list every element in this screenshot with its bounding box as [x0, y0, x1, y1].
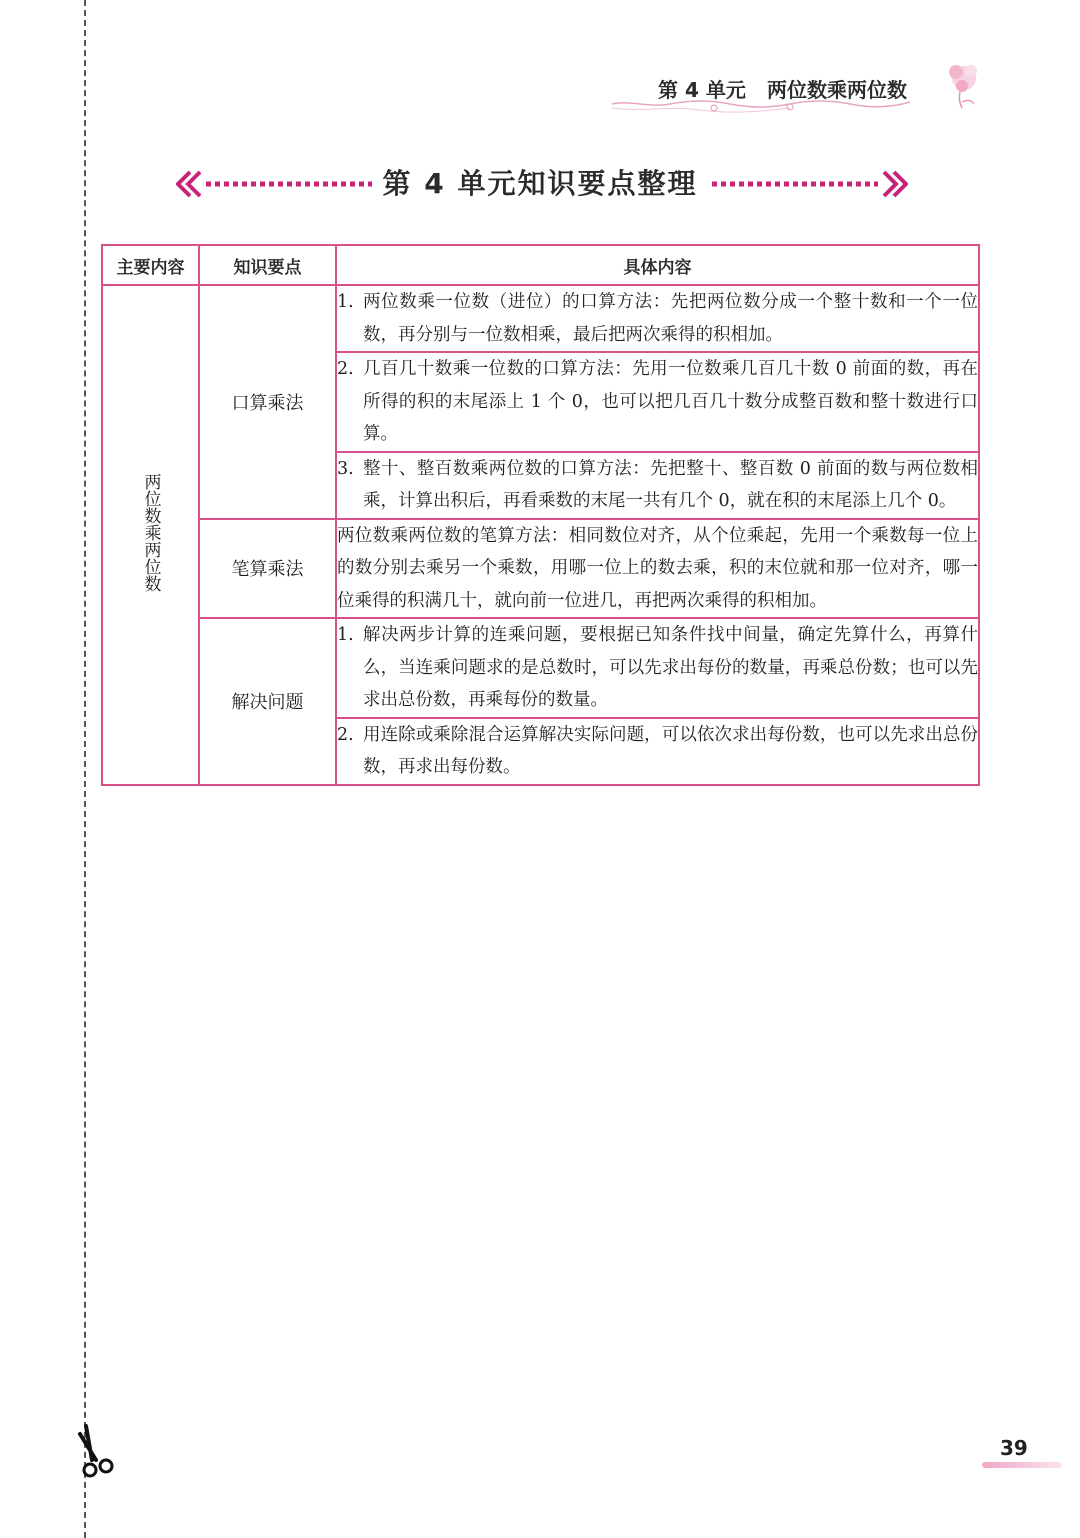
- content-item: [336, 718, 979, 785]
- flower-icon: [940, 62, 984, 112]
- item-text: 两位数乘一位数（进位）的口算方法：先把两位数分成一个整十数和一个一位数，再分别与一位数相乘，最后把两次乘得的积相加。: [363, 292, 978, 345]
- section-title: 第 4 单元知识要点整理: [382, 167, 698, 200]
- item-text: 解决两步计算的连乘问题，要根据已知条件找中间量，确定先算什么，再算什么，当连乘问题求的是总数时，可以先求出每份的数量，再乘总份数；也可以先求出总份数，再乘每份的数量。: [363, 625, 978, 710]
- header-unit: 第 4 单元: [658, 78, 746, 102]
- page-header: [640, 70, 1000, 120]
- scissors-icon: [76, 1424, 120, 1484]
- point-written-multiplication: 笔算乘法: [199, 519, 336, 619]
- cut-line: [84, 0, 86, 1538]
- item-number: 1.: [337, 625, 354, 645]
- page-number: 39: [1000, 1436, 1028, 1460]
- content-item: [336, 618, 979, 718]
- item-text: 整十、整百数乘两位数的口算方法：先把整十、整百数 0 前面的数与两位数相乘，计算出积后，再看乘数的末尾一共有几个 0，就在积的末尾添上几个 0。: [363, 458, 978, 511]
- item-text: 用连除或乘除混合运算解决实际问题，可以依次求出每份数，也可以先求出总份数，再求出每份数。: [363, 724, 978, 777]
- item-text: 几百几十数乘一位数的口算方法：先用一位数乘几百几十数 0 前面的数，再在所得的积的末尾添上 1 个 0，也可以把几百几十数分成整百数和整十数进行口算。: [363, 359, 978, 444]
- header-main-content: 主要内容: [102, 245, 199, 285]
- table-row: [102, 285, 979, 352]
- right-arrows-icon: [708, 170, 908, 198]
- content-item: [336, 452, 979, 519]
- item-text: 两位数乘两位数的笔算方法：相同数位对齐，从个位乘起，先用一个乘数每一位上的数分别去乘另一个乘数，用哪一位上的数去乘，积的末位就和那一位对齐，哪一位乘得的积满几十，就向前一位进几，再把两次乘得的积相加。: [337, 525, 978, 611]
- knowledge-table: [101, 244, 980, 786]
- header-knowledge-point: 知识要点: [199, 245, 336, 285]
- point-oral-multiplication: 口算乘法: [199, 285, 336, 519]
- item-number: 3.: [337, 458, 354, 479]
- section-title-row: [172, 160, 908, 208]
- content-item: [336, 285, 979, 352]
- item-number: 2.: [337, 724, 354, 745]
- left-arrows-icon: [176, 170, 376, 198]
- table-header-row: [102, 245, 979, 285]
- page-number-bar: [982, 1462, 1062, 1468]
- header-wave-decoration: [610, 94, 940, 116]
- main-topic-cell: [102, 285, 199, 785]
- table-row: [102, 618, 979, 718]
- content-item: [336, 519, 979, 619]
- point-problem-solving: 解决问题: [199, 618, 336, 785]
- main-topic: 两位数乘两位数: [140, 473, 161, 593]
- header-details: 具体内容: [336, 245, 979, 285]
- table-row: [102, 519, 979, 619]
- item-number: 2.: [337, 359, 354, 379]
- content-item: [336, 352, 979, 452]
- item-number: 1.: [337, 292, 354, 312]
- header-topic: 两位数乘两位数: [767, 78, 907, 102]
